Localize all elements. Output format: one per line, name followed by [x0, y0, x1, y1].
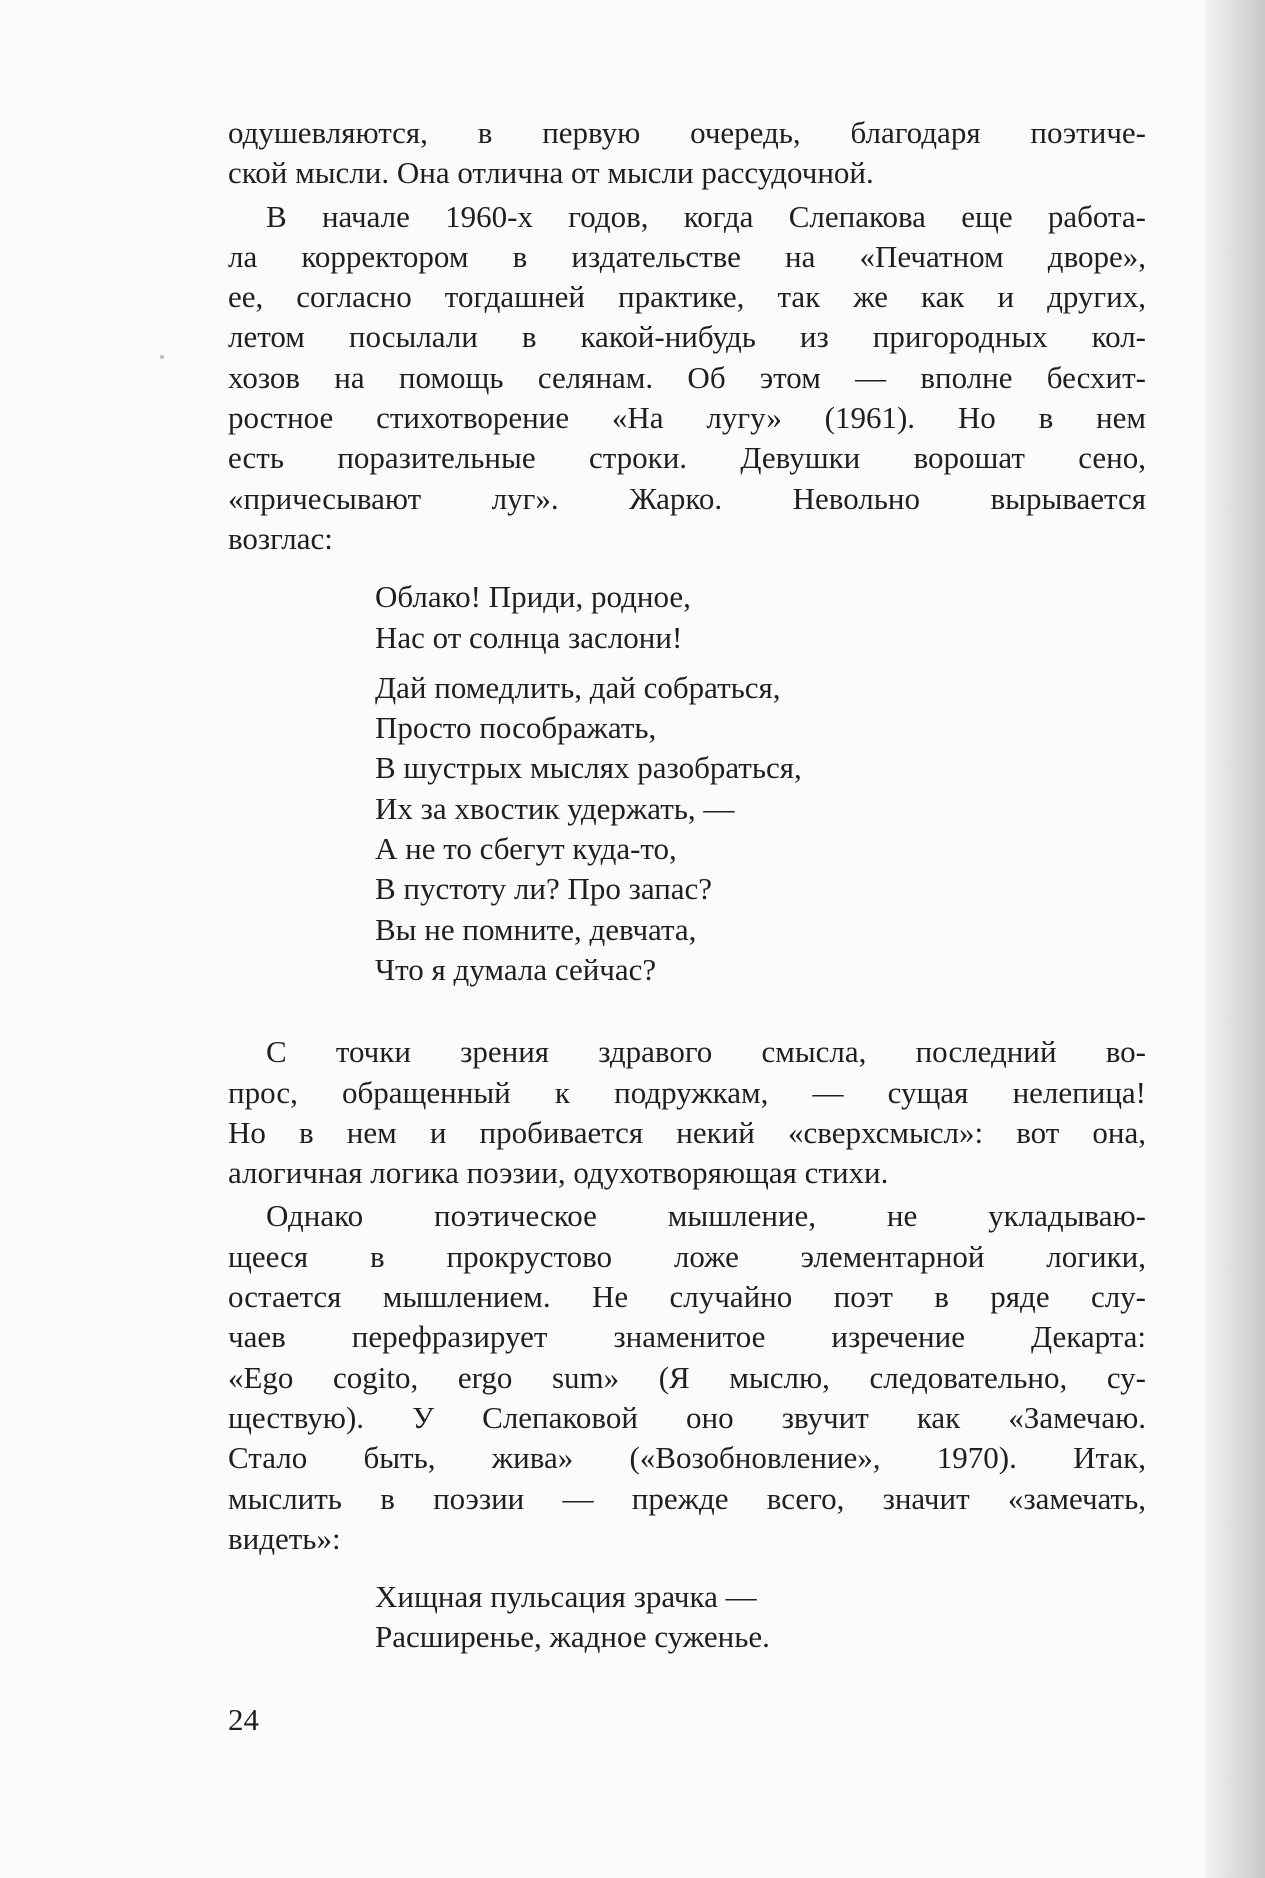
margin-speck	[160, 355, 164, 359]
text-line: Но в нем и пробивается некий «сверхсмысл»: вот она,	[228, 1114, 1146, 1150]
page-number: 24	[228, 1702, 259, 1737]
text-line: мыслить в поэзии — прежде всего, значит «замечать,	[228, 1480, 1146, 1516]
verse-quote-2	[375, 1577, 1135, 1658]
text-line: чаев перефразирует знаменитое изречение Декарта:	[228, 1319, 1146, 1355]
verse-line: В пустоту ли? Про запас?	[375, 871, 713, 907]
text-line: С точки зрения здравого смысла, последний во-	[266, 1034, 1146, 1070]
verse-stanza	[375, 668, 1135, 990]
text-line: щееся в прокрустово ложе элементарной логики,	[228, 1238, 1146, 1274]
text-line: возглас:	[228, 520, 333, 556]
verse-line: Вы не помните, девчата,	[375, 911, 697, 947]
text-line: летом посылали в какой-нибудь из пригородных кол-	[228, 319, 1146, 355]
verse-line: Нас от солнца заслони!	[375, 619, 683, 655]
paragraph	[228, 1032, 1146, 1193]
text-line: «причесывают луг». Жарко. Невольно вырывается	[228, 480, 1146, 516]
verse-line: Хищная пульсация зрачка —	[375, 1579, 757, 1615]
paragraph	[228, 197, 1146, 560]
verse-line: Просто посображать,	[375, 710, 657, 746]
text-line: остается мышлением. Не случайно поэт в ряде слу-	[228, 1279, 1146, 1315]
text-line: прос, обращенный к подружкам, — сущая нелепица!	[228, 1074, 1146, 1110]
text-line: ла корректором в издательстве на «Печатном дворе»,	[228, 238, 1146, 274]
text-line: ской мысли. Она отлична от мысли рассудочной.	[228, 155, 874, 191]
verse-line: А не то сбегут куда-то,	[375, 831, 677, 867]
text-line: Однако поэтическое мышление, не укладываю-	[266, 1198, 1146, 1234]
text-line: Стало быть, жива» («Возобновление», 1970). Итак,	[228, 1440, 1146, 1476]
text-line: ществую). У Слепаковой оно звучит как «Замечаю.	[228, 1399, 1146, 1435]
text-line: видеть»:	[228, 1520, 341, 1556]
text-line: ростное стихотворение «На лугу» (1961). Но в нем	[228, 400, 1146, 436]
verse-line: Их за хвостик удержать, —	[375, 790, 735, 826]
verse-line: Дай помедлить, дай собраться,	[375, 669, 781, 705]
verse-quote-1	[375, 577, 1135, 990]
paragraph	[228, 113, 1146, 194]
page-body	[228, 113, 1146, 1676]
paragraphs-before-verse	[228, 113, 1146, 559]
verse-stanza	[375, 577, 1135, 658]
page-edge-shadow	[1205, 0, 1265, 1878]
text-line: «Ego cogito, ergo sum» (Я мыслю, следовательно, су-	[228, 1359, 1146, 1395]
text-line: ее, согласно тогдашней практике, так же как и других,	[228, 279, 1146, 315]
verse-line: Расширенье, жадное суженье.	[375, 1619, 770, 1655]
verse-line: Что я думала сейчас?	[375, 951, 657, 987]
text-line: есть поразительные строки. Девушки ворошат сено,	[228, 440, 1146, 476]
verse-line: Облако! Приди, родное,	[375, 579, 691, 615]
text-line: одушевляются, в первую очередь, благодаря поэтиче-	[228, 115, 1146, 150]
text-line: В начале 1960-х годов, когда Слепакова еще работа-	[266, 198, 1146, 234]
paragraphs-after-verse	[228, 1032, 1146, 1559]
paragraph	[228, 1196, 1146, 1559]
text-line: алогичная логика поэзии, одухотворяющая стихи.	[228, 1155, 889, 1191]
text-line: хозов на помощь селянам. Об этом — вполне бесхит-	[228, 359, 1146, 395]
verse-line: В шустрых мыслях разобраться,	[375, 750, 802, 786]
